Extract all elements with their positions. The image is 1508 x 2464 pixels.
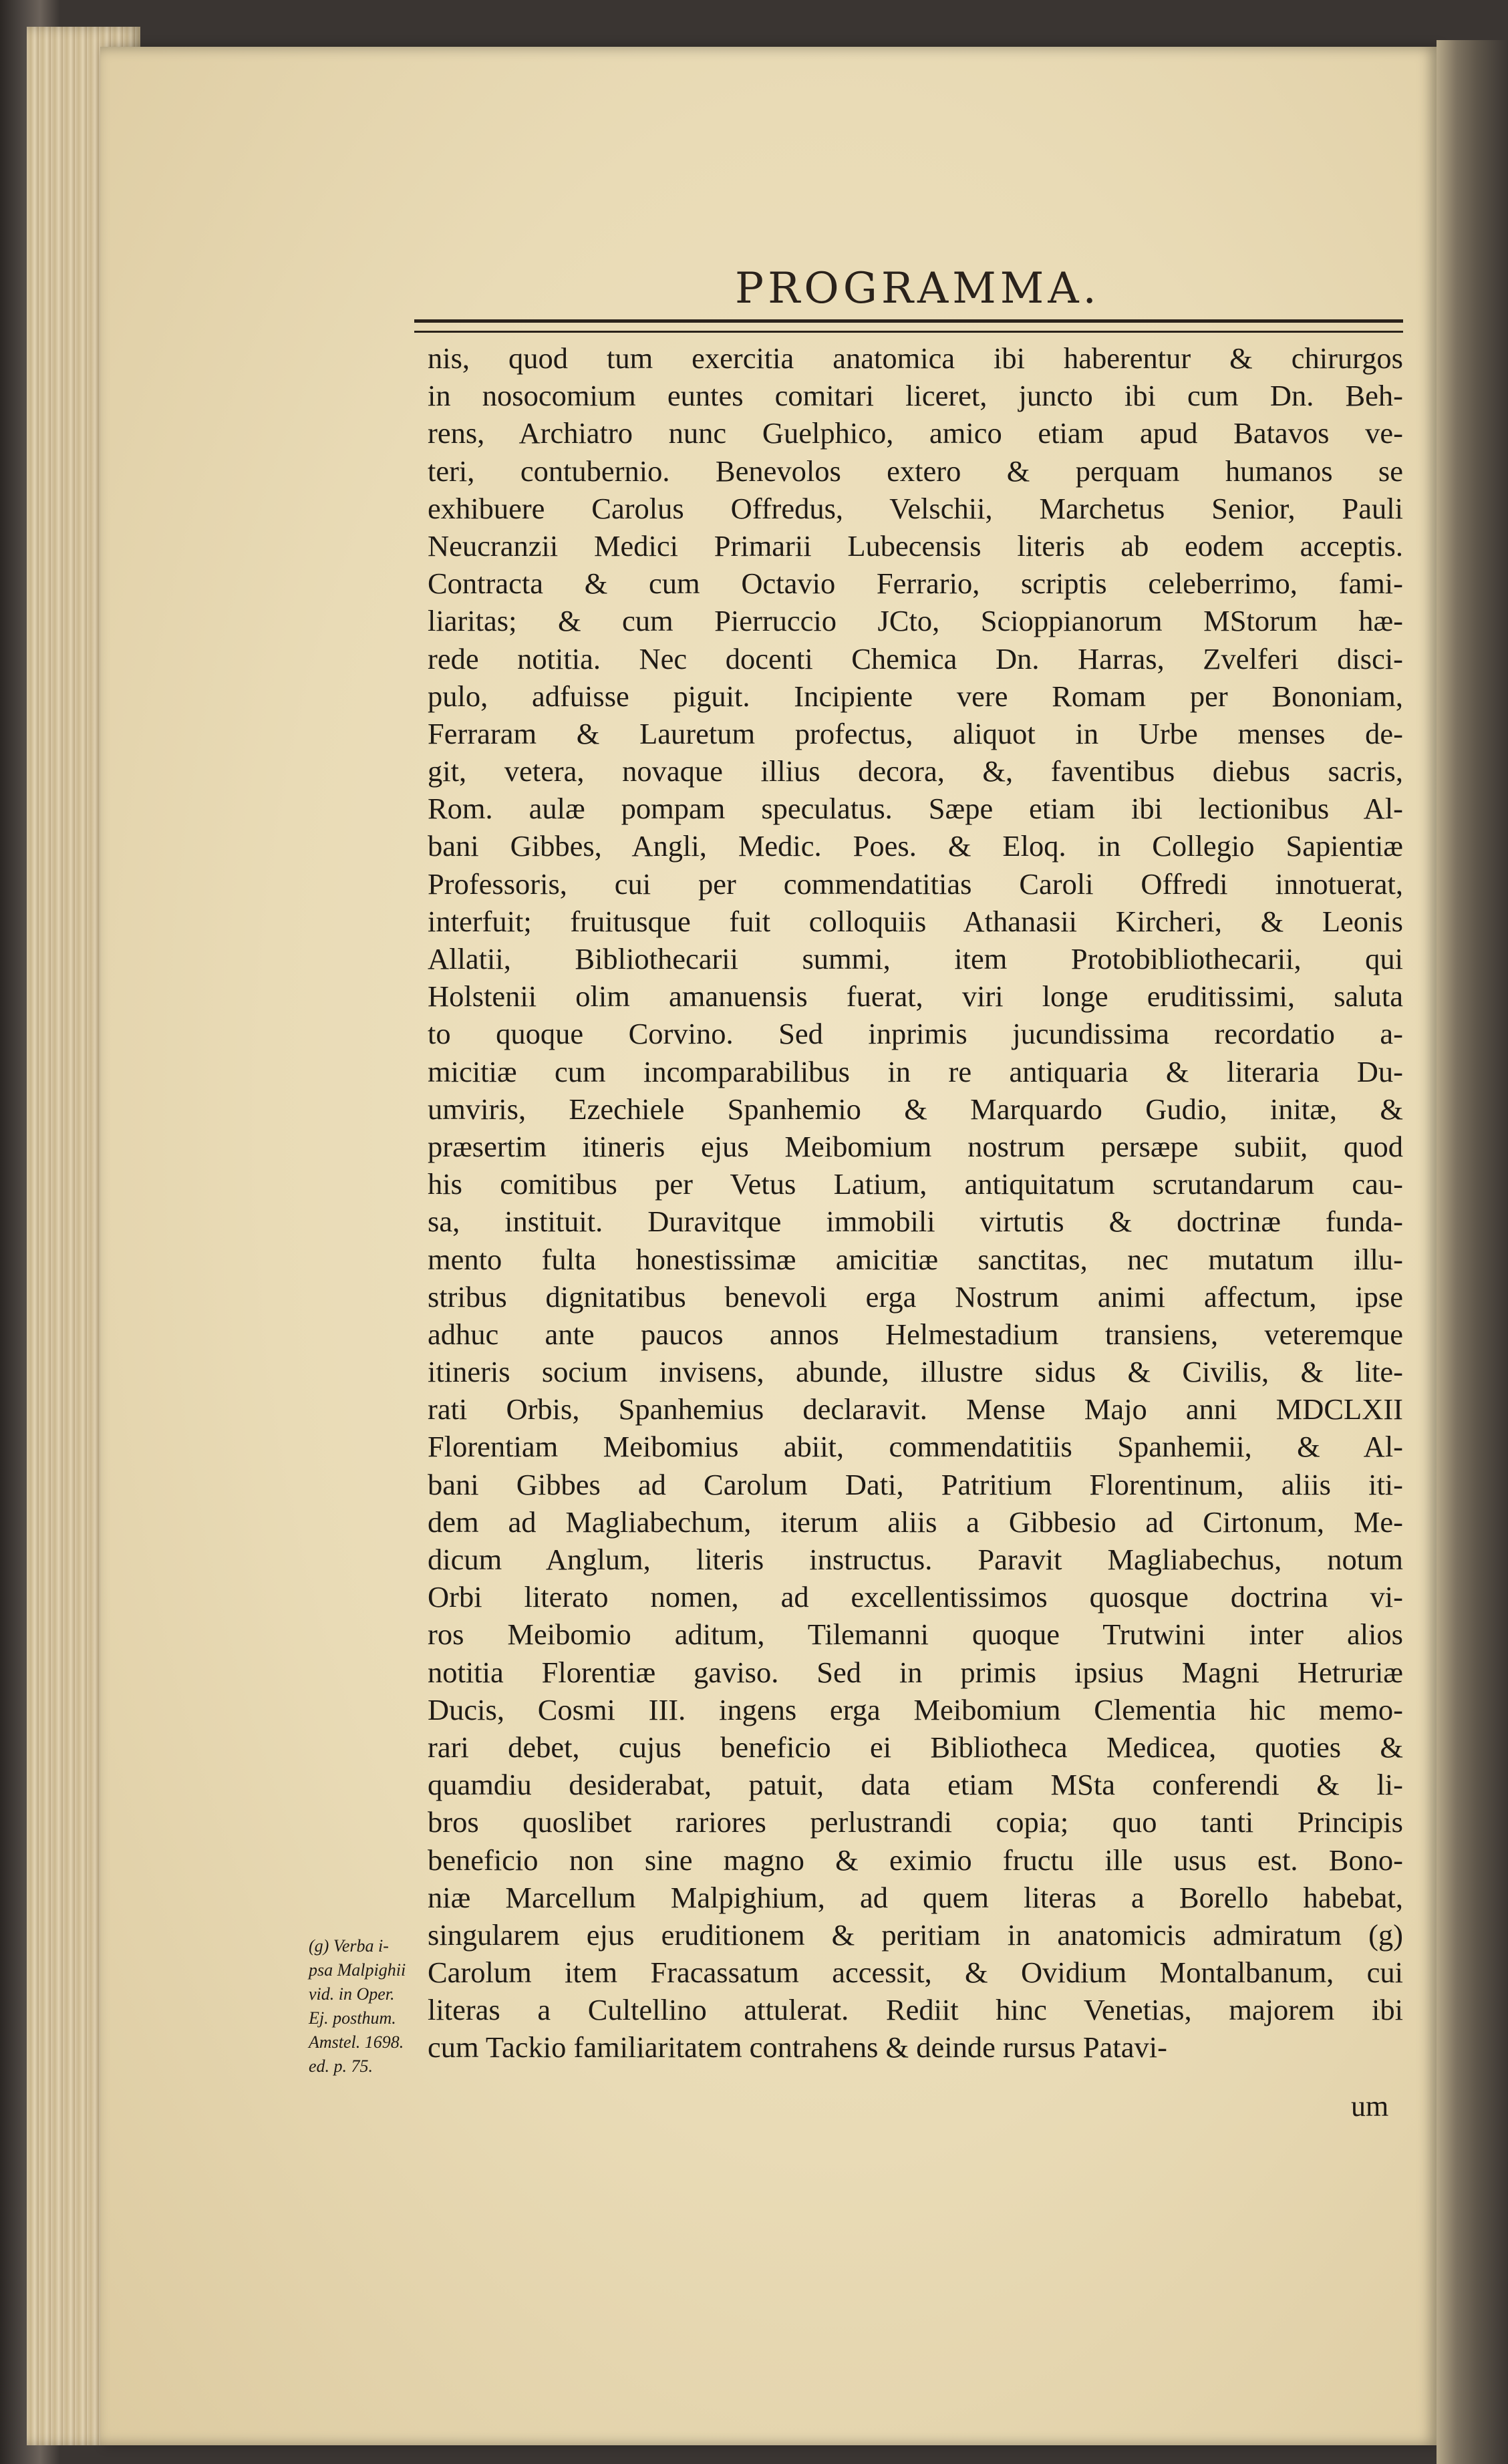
text-line: Contracta & cum Octavio Ferrario, scriptis celeberrimo, fami- (428, 567, 1403, 601)
text-line: git, vetera, novaque illius decora, &, faventibus diebus sacris, (428, 754, 1403, 788)
text-line: Professoris, cui per commendatitias Caroli Offredi innotuerat, (428, 867, 1403, 901)
text-line: rede notitia. Nec docenti Chemica Dn. Harras, Zvelferi disci- (428, 641, 1403, 675)
text-line: dem ad Magliabechum, iterum aliis a Gibbesio ad Cirtonum, Me- (428, 1505, 1403, 1539)
text-line: cum Tackio familiaritatem contrahens & deinde rursus Patavi- (428, 2030, 1167, 2064)
footnote-line: ed. p. 75. (309, 2056, 373, 2076)
text-line: nis, quod tum exercitia anatomica ibi haberentur & chirurgos (428, 341, 1403, 375)
footnote-line: psa Malpighii (309, 1960, 406, 1980)
text-line: quamdiu desiderabat, patuit, data etiam MSta conferendi & li- (428, 1768, 1403, 1802)
text-line: exhibuere Carolus Offredus, Velschii, Marchetus Senior, Pauli (428, 491, 1403, 525)
text-line: rens, Archiatro nunc Guelphico, amico etiam apud Batavos ve- (428, 416, 1403, 450)
text-line: his comitibus per Vetus Latium, antiquitatum scrutandarum cau- (428, 1167, 1403, 1201)
text-line: to quoque Corvino. Sed inprimis jucundissima recordatio a- (428, 1017, 1403, 1051)
text-line: Florentiam Meibomius abiit, commendatitiis Spanhemii, & Al- (428, 1430, 1403, 1464)
body-text (428, 339, 1403, 2066)
text-line: in nosocomium euntes comitari liceret, juncto ibi cum Dn. Beh- (428, 379, 1403, 413)
book-right-shadow (1437, 40, 1508, 2464)
text-line: liaritas; & cum Pierruccio JCto, Scioppianorum MStorum hæ- (428, 604, 1403, 638)
marginal-footnote (309, 1934, 426, 2078)
text-line: singularem ejus eruditionem & peritiam in anatomicis admiratum (g) (428, 1917, 1403, 1952)
text-line: literas a Cultellino attulerat. Rediit hinc Venetias, majorem ibi (428, 1993, 1403, 2027)
text-line: rari debet, cujus beneficio ei Bibliotheca Medicea, quoties & (428, 1730, 1403, 1764)
text-line: bros quoslibet rariores perlustrandi copia; quo tanti Principis (428, 1805, 1403, 1839)
text-line: umviris, Ezechiele Spanhemio & Marquardo Gudio, initæ, & (428, 1092, 1403, 1126)
text-line: Ferraram & Lauretum profectus, aliquot in Urbe menses de- (428, 716, 1403, 750)
text-line: itineris socium invisens, abunde, illustre sidus & Civilis, & lite- (428, 1355, 1403, 1389)
text-line: rati Orbis, Spanhemius declaravit. Mense Majo anni MDCLXII (428, 1392, 1403, 1426)
text-line: bani Gibbes ad Carolum Dati, Patritium Florentinum, aliis iti- (428, 1467, 1403, 1501)
text-line: dicum Anglum, literis instructus. Paravit Magliabechus, notum (428, 1543, 1403, 1576)
text-line: ros Meibomio aditum, Tilemanni quoque Trutwini inter alios (428, 1618, 1403, 1652)
catchword: um (1351, 2090, 1389, 2123)
text-line: Rom. aulæ pompam speculatus. Sæpe etiam ibi lectionibus Al- (428, 792, 1403, 826)
text-line: Neucranzii Medici Primarii Lubecensis literis ab eodem acceptis. (428, 528, 1403, 563)
footnote-line: (g) Verba i- (309, 1936, 389, 1956)
running-header: PROGRAMMA. (735, 264, 1100, 313)
text-line: præsertim itineris ejus Meibomium nostrum persæpe subiit, quod (428, 1129, 1403, 1163)
header-rule (414, 319, 1403, 333)
footnote-line: Ej. posthum. (309, 2008, 396, 2028)
text-line: niæ Marcellum Malpighium, ad quem literas a Borello habebat, (428, 1880, 1403, 1914)
text-line: sa, instituit. Duravitque immobili virtutis & doctrinæ funda- (428, 1205, 1403, 1239)
footnote-line: Amstel. 1698. (309, 2032, 404, 2052)
text-line: Holstenii olim amanuensis fuerat, viri longe eruditissimi, saluta (428, 979, 1403, 1014)
text-line: micitiæ cum incomparabilibus in re antiquaria & literaria Du- (428, 1054, 1403, 1088)
text-line: notitia Florentiæ gaviso. Sed in primis ipsius Magni Hetruriæ (428, 1655, 1403, 1689)
footnote-line: vid. in Oper. (309, 1984, 395, 2004)
text-line: adhuc ante paucos annos Helmestadium transiens, veteremque (428, 1317, 1403, 1351)
text-line: Orbi literato nomen, ad excellentissimos quosque doctrina vi- (428, 1580, 1403, 1614)
text-line: beneficio non sine magno & eximio fructu ille usus est. Bono- (428, 1843, 1403, 1877)
text-line: bani Gibbes, Angli, Medic. Poes. & Eloq. in Collegio Sapientiæ (428, 829, 1403, 863)
text-line: stribus dignitatibus benevoli erga Nostrum animi affectum, ipse (428, 1279, 1403, 1314)
text-line: Carolum item Fracassatum accessit, & Ovidium Montalbanum, cui (428, 1956, 1403, 1990)
text-line: teri, contubernio. Benevolos extero & perquam humanos se (428, 454, 1403, 488)
text-line: Ducis, Cosmi III. ingens erga Meibomium Clementia hic memo- (428, 1692, 1403, 1726)
text-line: Allatii, Bibliothecarii summi, item Protobibliothecarii, qui (428, 942, 1403, 975)
text-line: mento fulta honestissimæ amicitiæ sanctitas, nec mutatum illu- (428, 1242, 1403, 1276)
text-line: pulo, adfuisse piguit. Incipiente vere Romam per Bononiam, (428, 679, 1403, 713)
text-line: interfuit; fruitusque fuit colloquiis Athanasii Kircheri, & Leonis (428, 904, 1403, 938)
